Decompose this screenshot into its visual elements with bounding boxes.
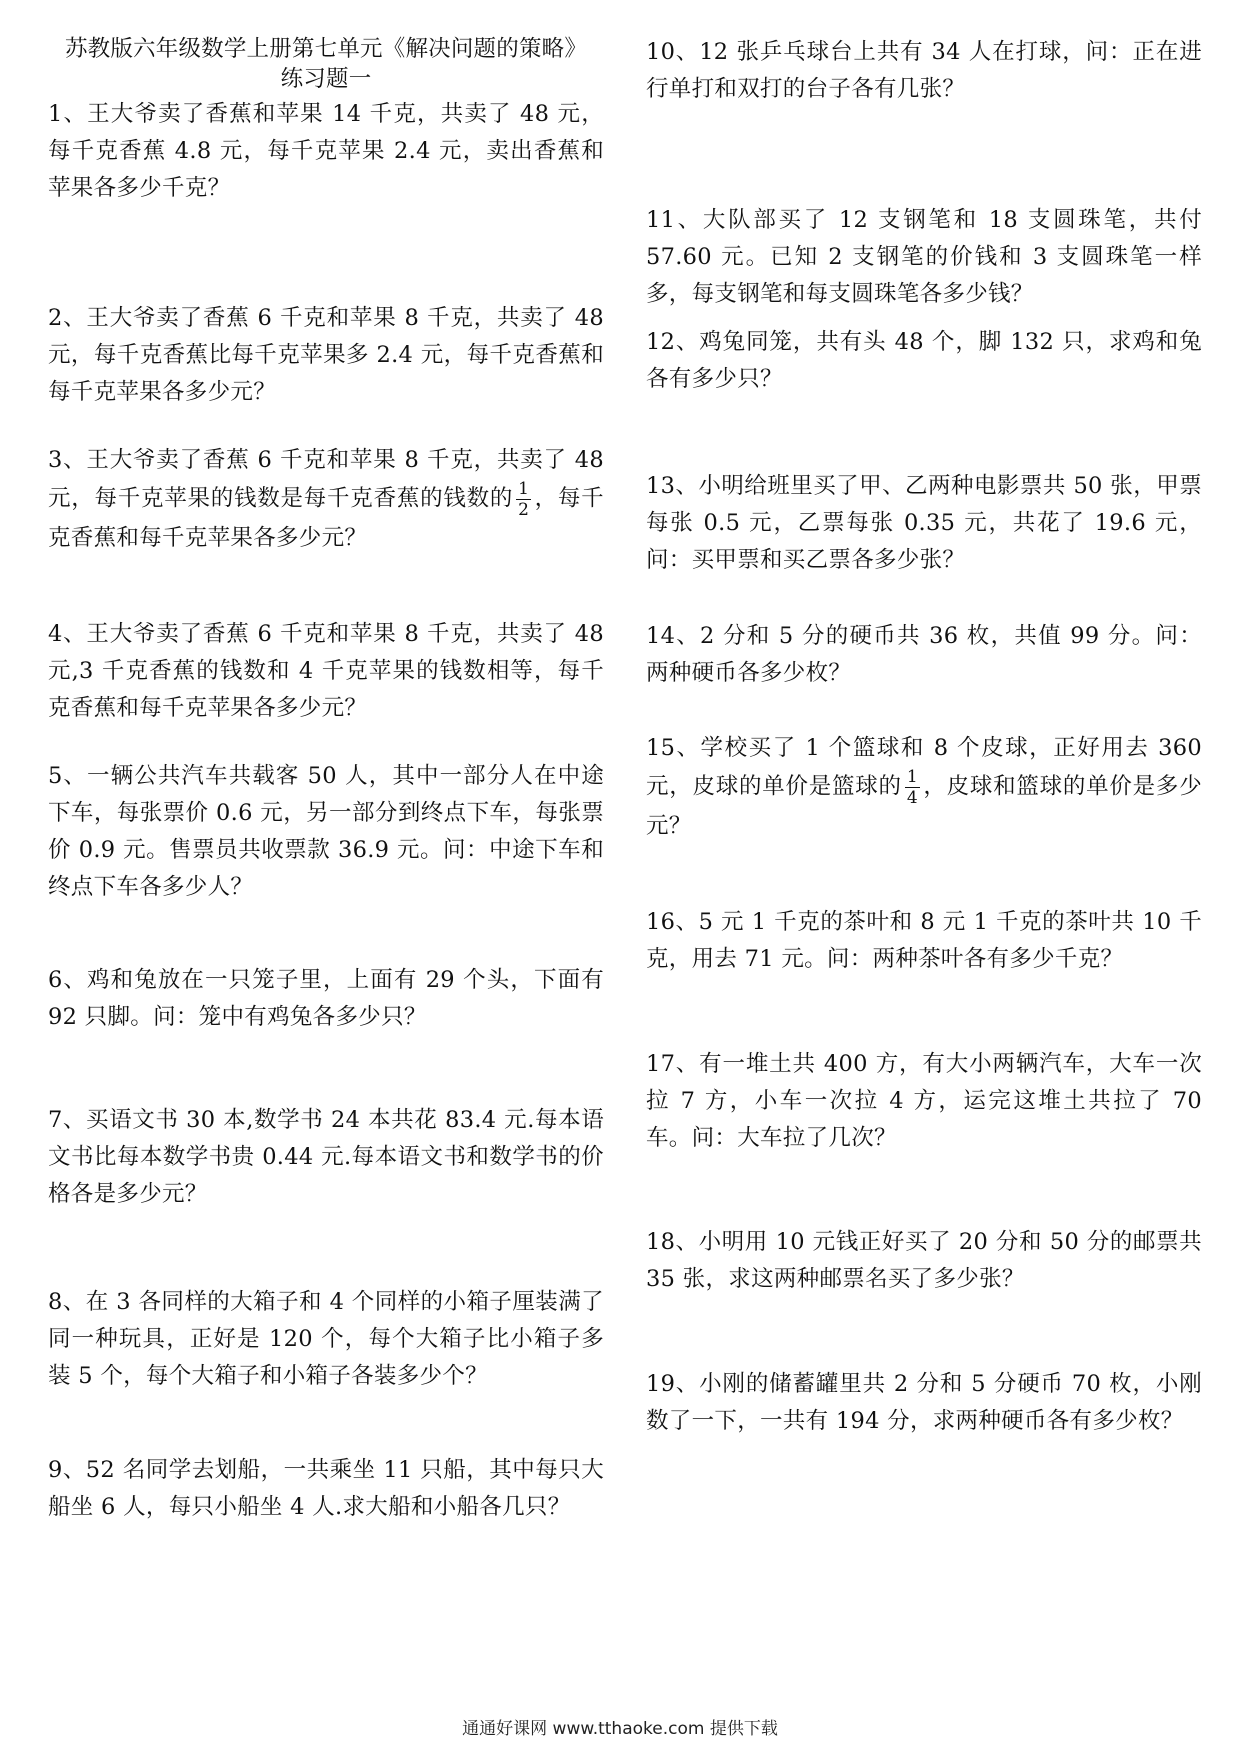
left-column	[48, 34, 604, 1520]
question-5: 5、一辆公共汽车共载客 50 人，其中一部分人在中途下车，每张票价 0.6 元，另一部分到终点下车，每张票价 0.9 元。售票员共收票款 36.9 元。问：中途下车和终点下车各多少人？	[48, 763, 604, 900]
question-6: 6、鸡和兔放在一只笼子里，上面有 29 个头，下面有 92 只脚。问：笼中有鸡兔各多少只？	[48, 967, 604, 1030]
question-1: 1、王大爷卖了香蕉和苹果 14 千克，共卖了 48 元，每千克香蕉 4.8 元，每千克苹果 2.4 元，卖出香蕉和苹果各多少千克？	[48, 101, 604, 201]
question-10: 10、12 张乒乓球台上共有 34 人在打球，问：正在进行单打和双打的台子各有几张？	[646, 39, 1202, 102]
fraction-one-quarter	[905, 767, 920, 808]
question-12: 12、鸡兔同笼，共有头 48 个，脚 132 只，求鸡和兔各有多少只？	[646, 329, 1202, 392]
fraction-denominator: 2	[518, 500, 530, 520]
fraction-numerator: 1	[518, 479, 530, 499]
question-13: 13、小明给班里买了甲、乙两种电影票共 50 张，甲票每张 0.5 元，乙票每张 0.35 元，共花了 19.6 元，问：买甲票和买乙票各多少张？	[646, 473, 1202, 573]
question-15-text: 15、学校买了 1 个篮球和 8 个皮球，正好用去 360 元，皮球的单价是篮球的	[646, 735, 1202, 800]
page-title-line1: 苏教版六年级数学上册第七单元《解决问题的策略》	[64, 36, 588, 62]
question-3-text: 3、王大爷卖了香蕉 6 千克和苹果 8 千克，共卖了 48 元，每千克苹果的钱数是每千克香蕉的钱数的	[48, 447, 604, 512]
question-14: 14、2 分和 5 分的硬币共 36 枚，共值 99 分。问：两种硬币各多少枚？	[646, 623, 1202, 686]
question-11: 11、大队部买了 12 支钢笔和 18 支圆珠笔，共付 57.60 元。已知 2 支钢笔的价钱和 3 支圆珠笔一样多，每支钢笔和每支圆珠笔各多少钱？	[646, 207, 1202, 307]
question-7: 7、买语文书 30 本,数学书 24 本共花 83.4 元.每本语文书比每本数学书贵 0.44 元.每本语文书和数学书的价格各是多少元？	[48, 1107, 604, 1207]
fraction-numerator: 1	[906, 767, 918, 787]
question-15-text-end: ，皮球和篮球的单价是多少元？	[646, 773, 1202, 839]
question-3-text-end: ，每千克香蕉和每千克苹果各多少元？	[48, 485, 604, 551]
question-2: 2、王大爷卖了香蕉 6 千克和苹果 8 千克，共卖了 48 元，每千克香蕉比每千克苹果多 2.4 元，每千克香蕉和每千克苹果各多少元？	[48, 305, 604, 405]
question-9: 9、52 名同学去划船，一共乘坐 11 只船，其中每只大船坐 6 人，每只小船坐 4 人.求大船和小船各几只？	[48, 1457, 604, 1520]
question-19: 19、小刚的储蓄罐里共 2 分和 5 分硬币 70 枚，小刚数了一下，一共有 194 分，求两种硬币各有多少枚？	[646, 1371, 1202, 1434]
fraction-one-half	[516, 479, 531, 520]
fraction-denominator: 4	[906, 788, 918, 808]
question-4: 4、王大爷卖了香蕉 6 千克和苹果 8 千克，共卖了 48 元,3 千克香蕉的钱数和 4 千克苹果的钱数相等，每千克香蕉和每千克苹果各多少元？	[48, 621, 604, 721]
question-16: 16、5 元 1 千克的茶叶和 8 元 1 千克的茶叶共 10 千克，用去 71 元。问：两种茶叶各有多少千克？	[646, 909, 1202, 972]
question-8: 8、在 3 各同样的大箱子和 4 个同样的小箱子厘装满了同一种玩具，正好是 120 个，每个大箱子比小箱子多装 5 个，每个大箱子和小箱子各装多少个？	[48, 1289, 604, 1389]
question-15	[646, 730, 1202, 845]
page-title-line2: 练习题一	[280, 66, 372, 92]
question-3	[48, 442, 604, 557]
question-18: 18、小明用 10 元钱正好买了 20 分和 50 分的邮票共 35 张，求这两种邮票名买了多少张？	[646, 1229, 1202, 1292]
footer-credit: 通通好课网 www.tthaoke.com 提供下载	[462, 1719, 778, 1739]
question-17: 17、有一堆土共 400 方，有大小两辆汽车，大车一次拉 7 方，小车一次拉 4 方，运完这堆土共拉了 70 车。问：大车拉了几次？	[646, 1051, 1202, 1151]
